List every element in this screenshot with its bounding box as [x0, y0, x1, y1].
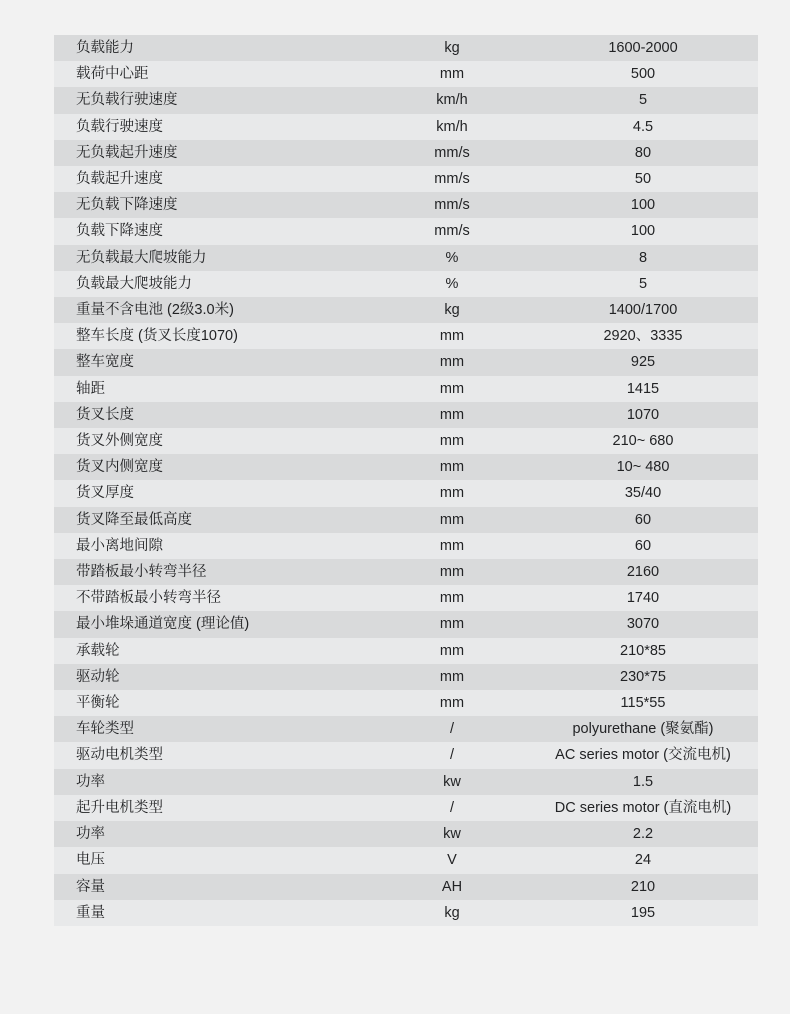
cell-parameter-name: 整车长度 (货叉长度1070) [54, 323, 376, 349]
cell-parameter-name: 最小堆垛通道宽度 (理论值) [54, 611, 376, 637]
cell-value: polyurethane (聚氨酯) [528, 716, 758, 742]
cell-unit: mm [376, 585, 528, 611]
table-row [54, 114, 758, 140]
cell-parameter-name: 货叉降至最低高度 [54, 507, 376, 533]
cell-value: 8 [528, 245, 758, 271]
cell-value: 4.5 [528, 114, 758, 140]
cell-parameter-name: 无负载最大爬坡能力 [54, 245, 376, 271]
cell-parameter-name: 无负载行驶速度 [54, 87, 376, 113]
table-row [54, 323, 758, 349]
cell-unit: mm [376, 402, 528, 428]
table-row [54, 821, 758, 847]
table-row [54, 297, 758, 323]
cell-unit: mm/s [376, 166, 528, 192]
table-row [54, 428, 758, 454]
cell-unit: mm/s [376, 218, 528, 244]
cell-unit: % [376, 245, 528, 271]
cell-parameter-name: 货叉长度 [54, 402, 376, 428]
cell-unit: mm [376, 533, 528, 559]
cell-unit: mm [376, 638, 528, 664]
cell-value: 195 [528, 900, 758, 926]
specifications-table-body [54, 35, 758, 926]
table-row [54, 716, 758, 742]
cell-unit: kg [376, 35, 528, 61]
table-row [54, 559, 758, 585]
cell-parameter-name: 载荷中心距 [54, 61, 376, 87]
cell-parameter-name: 驱动电机类型 [54, 742, 376, 768]
cell-unit: kw [376, 769, 528, 795]
cell-parameter-name: 重量 [54, 900, 376, 926]
table-row [54, 218, 758, 244]
cell-parameter-name: 负载最大爬坡能力 [54, 271, 376, 297]
cell-unit: mm [376, 61, 528, 87]
table-row [54, 349, 758, 375]
table-row [54, 795, 758, 821]
cell-unit: % [376, 271, 528, 297]
table-row [54, 585, 758, 611]
cell-value: 925 [528, 349, 758, 375]
cell-parameter-name: 驱动轮 [54, 664, 376, 690]
cell-value: 1600-2000 [528, 35, 758, 61]
cell-parameter-name: 带踏板最小转弯半径 [54, 559, 376, 585]
cell-parameter-name: 不带踏板最小转弯半径 [54, 585, 376, 611]
cell-value: 100 [528, 218, 758, 244]
cell-value: 1070 [528, 402, 758, 428]
cell-unit: / [376, 716, 528, 742]
cell-unit: mm [376, 454, 528, 480]
table-row [54, 533, 758, 559]
cell-unit: mm [376, 611, 528, 637]
cell-parameter-name: 平衡轮 [54, 690, 376, 716]
cell-unit: mm/s [376, 192, 528, 218]
cell-value: 3070 [528, 611, 758, 637]
cell-value: 210~ 680 [528, 428, 758, 454]
cell-value: AC series motor (交流电机) [528, 742, 758, 768]
cell-value: 5 [528, 271, 758, 297]
cell-value: 210 [528, 874, 758, 900]
cell-value: 230*75 [528, 664, 758, 690]
cell-value: 2920、3335 [528, 323, 758, 349]
cell-unit: mm [376, 690, 528, 716]
cell-value: 24 [528, 847, 758, 873]
cell-parameter-name: 无负载起升速度 [54, 140, 376, 166]
cell-unit: kg [376, 900, 528, 926]
table-row [54, 874, 758, 900]
table-row [54, 271, 758, 297]
table-row [54, 847, 758, 873]
cell-parameter-name: 最小离地间隙 [54, 533, 376, 559]
cell-value: 2.2 [528, 821, 758, 847]
cell-value: 115*55 [528, 690, 758, 716]
cell-value: 10~ 480 [528, 454, 758, 480]
cell-parameter-name: 功率 [54, 769, 376, 795]
table-row [54, 192, 758, 218]
cell-parameter-name: 车轮类型 [54, 716, 376, 742]
table-row [54, 507, 758, 533]
cell-parameter-name: 功率 [54, 821, 376, 847]
cell-unit: / [376, 795, 528, 821]
table-row [54, 900, 758, 926]
table-row [54, 664, 758, 690]
cell-value: 2160 [528, 559, 758, 585]
cell-value: 500 [528, 61, 758, 87]
cell-value: 1740 [528, 585, 758, 611]
cell-parameter-name: 容量 [54, 874, 376, 900]
cell-unit: mm [376, 376, 528, 402]
cell-parameter-name: 承载轮 [54, 638, 376, 664]
cell-parameter-name: 负载起升速度 [54, 166, 376, 192]
cell-value: 100 [528, 192, 758, 218]
cell-value: 1.5 [528, 769, 758, 795]
cell-value: 1400/1700 [528, 297, 758, 323]
cell-parameter-name: 轴距 [54, 376, 376, 402]
cell-parameter-name: 重量不含电池 (2级3.0米) [54, 297, 376, 323]
table-row [54, 690, 758, 716]
table-row [54, 61, 758, 87]
table-row [54, 376, 758, 402]
cell-unit: / [376, 742, 528, 768]
cell-unit: mm [376, 507, 528, 533]
cell-value: 5 [528, 87, 758, 113]
table-row [54, 769, 758, 795]
cell-parameter-name: 货叉外侧宽度 [54, 428, 376, 454]
cell-value: 50 [528, 166, 758, 192]
table-row [54, 742, 758, 768]
cell-parameter-name: 整车宽度 [54, 349, 376, 375]
cell-unit: V [376, 847, 528, 873]
cell-unit: kw [376, 821, 528, 847]
table-row [54, 245, 758, 271]
cell-unit: mm [376, 323, 528, 349]
cell-unit: mm [376, 664, 528, 690]
cell-value: 210*85 [528, 638, 758, 664]
cell-unit: km/h [376, 87, 528, 113]
specifications-table [54, 35, 758, 926]
cell-value: 1415 [528, 376, 758, 402]
table-row [54, 35, 758, 61]
table-row [54, 638, 758, 664]
cell-parameter-name: 无负载下降速度 [54, 192, 376, 218]
table-row [54, 87, 758, 113]
cell-unit: mm [376, 349, 528, 375]
cell-unit: mm [376, 428, 528, 454]
cell-unit: mm [376, 480, 528, 506]
cell-unit: kg [376, 297, 528, 323]
cell-parameter-name: 负载能力 [54, 35, 376, 61]
table-row [54, 166, 758, 192]
cell-value: 60 [528, 533, 758, 559]
cell-parameter-name: 货叉厚度 [54, 480, 376, 506]
cell-unit: mm [376, 559, 528, 585]
cell-value: 60 [528, 507, 758, 533]
table-row [54, 402, 758, 428]
cell-parameter-name: 负载下降速度 [54, 218, 376, 244]
cell-unit: mm/s [376, 140, 528, 166]
table-row [54, 454, 758, 480]
cell-parameter-name: 货叉内侧宽度 [54, 454, 376, 480]
cell-value: 35/40 [528, 480, 758, 506]
cell-parameter-name: 起升电机类型 [54, 795, 376, 821]
table-row [54, 480, 758, 506]
cell-unit: km/h [376, 114, 528, 140]
cell-value: DC series motor (直流电机) [528, 795, 758, 821]
table-row [54, 611, 758, 637]
cell-parameter-name: 电压 [54, 847, 376, 873]
table-row [54, 140, 758, 166]
cell-unit: AH [376, 874, 528, 900]
cell-value: 80 [528, 140, 758, 166]
cell-parameter-name: 负载行驶速度 [54, 114, 376, 140]
